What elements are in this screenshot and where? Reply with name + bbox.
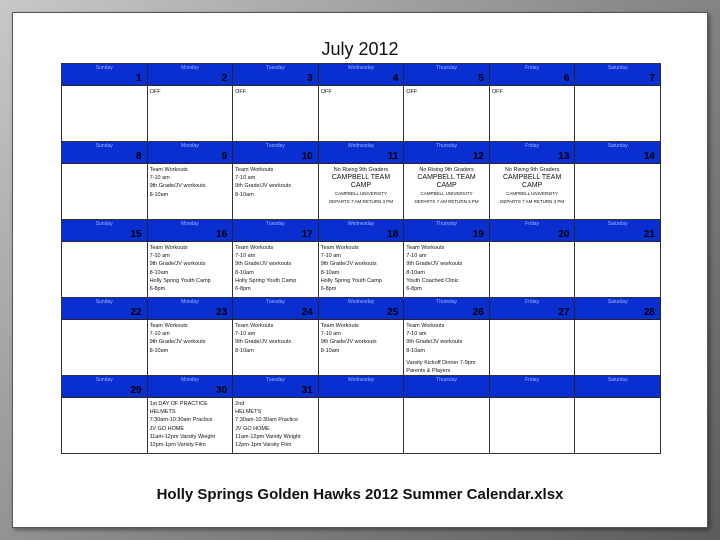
event-text: Team Workouts xyxy=(149,323,188,329)
event-text: OFF xyxy=(320,89,332,95)
day-cell xyxy=(404,242,490,298)
day-header xyxy=(575,376,661,398)
event-text: OFF xyxy=(406,89,418,95)
event-text: 6-8pm xyxy=(320,286,337,293)
event-text: CAMPBELL TEAM xyxy=(502,174,562,182)
date-number: 1 xyxy=(136,73,142,84)
event-text: 9th Grade/JV workouts xyxy=(149,261,206,268)
weekday-label: Monday xyxy=(180,143,199,149)
date-number: 10 xyxy=(301,151,313,162)
event-text: 1st DAY OF PRACTICE xyxy=(149,401,208,407)
event-text: CAMPBELL UNIVERSITY xyxy=(420,191,473,197)
event-text: Team Workouts xyxy=(320,323,359,329)
date-number: 18 xyxy=(387,229,399,240)
weekday-label: Friday xyxy=(525,65,540,71)
weekday-label: Wednesday xyxy=(347,221,375,227)
event-text: OFF xyxy=(491,89,503,95)
day-cell xyxy=(404,320,490,376)
day-header xyxy=(490,376,576,398)
week-body-row xyxy=(62,320,661,376)
date-number: 9 xyxy=(221,151,228,162)
day-cell xyxy=(404,164,490,220)
day-header xyxy=(319,220,405,242)
date-number: 5 xyxy=(478,73,484,84)
date-number: 15 xyxy=(130,229,142,240)
event-text: 12pm-1pm Varsity Film xyxy=(149,442,206,449)
weekday-label: Sunday xyxy=(95,377,113,383)
event-text: Holly Spring Youth Camp xyxy=(235,277,297,284)
event-text: 6-8pm xyxy=(406,286,422,293)
event-text: CAMPBELL UNIVERSITY xyxy=(334,191,388,197)
day-header xyxy=(148,376,234,398)
day-header xyxy=(148,142,234,164)
weekday-label: Friday xyxy=(525,377,540,383)
weekday-label: Sunday xyxy=(95,143,113,149)
week-body-row xyxy=(62,398,661,454)
event-text: Holly Spring Youth Camp xyxy=(149,277,211,284)
day-header xyxy=(404,142,490,164)
event-text: CAMP xyxy=(436,182,457,190)
event-text: 9th Grade/JV workouts xyxy=(149,183,206,190)
event-text: CAMPBELL TEAM xyxy=(331,174,391,182)
date-number: 27 xyxy=(558,307,570,318)
week-header-row xyxy=(62,298,661,320)
event-text: OFF xyxy=(149,89,161,95)
day-cell xyxy=(319,398,405,454)
event-text: 9th Grade/JV workouts xyxy=(149,339,206,346)
day-cell xyxy=(148,242,234,298)
day-cell xyxy=(233,320,319,376)
calendar-week xyxy=(62,64,661,142)
calendar-week xyxy=(62,298,661,376)
week-body-row xyxy=(62,242,661,298)
event-text: Varsity Kickoff Dinner 7-9pm xyxy=(406,359,476,366)
day-cell xyxy=(404,398,490,454)
date-number: 4 xyxy=(392,73,399,84)
weekday-label: Tuesday xyxy=(265,299,285,305)
calendar-week xyxy=(62,142,661,220)
day-cell xyxy=(148,320,234,376)
weekday-label: Wednesday xyxy=(347,299,375,305)
event-text: 7:30am-10:30am Practice xyxy=(235,417,299,424)
event-text: 8-10am xyxy=(149,269,169,276)
day-header xyxy=(404,64,490,86)
day-header xyxy=(490,142,576,164)
event-text: 8-10am xyxy=(149,347,169,354)
day-header xyxy=(490,298,576,320)
event-text: 6-8pm xyxy=(235,286,251,293)
event-text: CAMPBELL TEAM xyxy=(417,174,476,182)
week-header-row xyxy=(62,376,661,398)
event-text: JV GO HOME xyxy=(149,425,185,432)
day-header xyxy=(575,64,661,86)
event-text: DEPARTS 7 AM RETURN 3 PM xyxy=(328,199,394,205)
event-text: CAMPBELL UNIVERSITY xyxy=(506,191,559,197)
weekday-label: Monday xyxy=(180,377,199,383)
weekday-label: Saturday xyxy=(607,143,628,149)
day-cell xyxy=(575,242,661,298)
day-cell xyxy=(319,242,405,298)
calendar-week xyxy=(62,376,661,454)
date-number: 17 xyxy=(301,229,313,240)
date-number: 14 xyxy=(643,151,655,162)
weekday-label: Sunday xyxy=(95,299,113,305)
day-header xyxy=(404,376,490,398)
calendar-title: July 2012 xyxy=(321,39,399,59)
weekday-label: Wednesday xyxy=(347,65,375,71)
weekday-label: Tuesday xyxy=(265,377,285,383)
week-header-row xyxy=(62,142,661,164)
day-cell xyxy=(62,86,148,142)
day-header xyxy=(490,220,576,242)
calendar-page xyxy=(12,12,708,528)
event-text: Team Workouts xyxy=(235,167,274,173)
event-text: 2nd xyxy=(235,401,245,407)
day-header xyxy=(319,64,405,86)
weekday-label: Monday xyxy=(180,299,199,305)
week-body-row xyxy=(62,86,661,142)
day-header xyxy=(575,142,661,164)
event-text: 8-10am xyxy=(406,347,425,354)
day-cell xyxy=(319,164,405,220)
weekday-label: Wednesday xyxy=(347,143,375,149)
week-header-row xyxy=(62,220,661,242)
date-number: 23 xyxy=(216,307,228,318)
event-text: Team Workouts xyxy=(406,245,445,251)
day-cell xyxy=(319,86,405,142)
event-text: 9th Grade/JV workouts xyxy=(406,261,463,268)
event-text: 9th Grade/JV workouts xyxy=(406,339,463,346)
week-header-row xyxy=(62,64,661,86)
weekday-label: Thursday xyxy=(436,143,457,149)
day-header xyxy=(575,220,661,242)
day-header xyxy=(319,376,405,398)
event-text: 8-10am xyxy=(320,347,340,354)
day-header xyxy=(148,64,234,86)
day-cell xyxy=(575,86,661,142)
event-text: 11am-12pm Varsity Weight xyxy=(235,433,301,440)
calendar-week xyxy=(62,220,661,298)
event-text: DEPARTS 7 AM RETURN 3 PM xyxy=(500,199,565,205)
date-number: 16 xyxy=(216,229,228,240)
event-text: Team Workouts xyxy=(149,167,188,173)
day-cell xyxy=(233,398,319,454)
event-text: 8-10am xyxy=(235,191,254,198)
day-header xyxy=(233,220,319,242)
date-number: 19 xyxy=(472,229,484,240)
event-text: 9th Grade/JV workouts xyxy=(320,261,377,268)
day-header xyxy=(233,64,319,86)
event-text: 7-10 am xyxy=(235,253,256,260)
day-header xyxy=(62,298,148,320)
event-text: OFF xyxy=(235,89,247,95)
day-cell xyxy=(490,398,576,454)
date-number: 21 xyxy=(643,229,655,240)
weekday-label: Tuesday xyxy=(265,143,285,149)
day-header xyxy=(62,64,148,86)
day-header xyxy=(148,298,234,320)
date-number: 11 xyxy=(387,151,399,162)
day-cell xyxy=(575,398,661,454)
date-number: 28 xyxy=(643,307,655,318)
event-text: Parents & Players xyxy=(406,368,451,375)
date-number: 2 xyxy=(221,73,228,84)
day-cell xyxy=(62,164,148,220)
event-text: 7-10 am xyxy=(149,175,170,182)
weekday-label: Monday xyxy=(180,65,199,71)
event-text: Team Workouts xyxy=(149,245,188,251)
event-text: HELMETS xyxy=(235,409,262,416)
event-text: 7-10 am xyxy=(406,331,427,338)
day-header xyxy=(233,298,319,320)
weekday-label: Friday xyxy=(525,299,540,305)
day-cell xyxy=(233,86,319,142)
document-filename: Holly Springs Golden Hawks 2012 Summer Calendar.xlsx xyxy=(156,486,564,503)
event-text: No Rising 9th Graders xyxy=(419,167,474,173)
event-text: 8-10am xyxy=(320,269,340,276)
event-text: 7-10 am xyxy=(149,331,170,338)
event-text: Team Workouts xyxy=(235,245,274,251)
date-number: 22 xyxy=(130,307,142,318)
weekday-label: Saturday xyxy=(607,65,628,71)
event-text: 7-10 am xyxy=(320,331,341,338)
event-text: 7-10 am xyxy=(406,253,427,260)
day-cell xyxy=(233,164,319,220)
day-cell xyxy=(62,242,148,298)
date-number: 13 xyxy=(558,151,570,162)
day-header xyxy=(148,220,234,242)
day-cell xyxy=(148,86,234,142)
event-text: 7-10 am xyxy=(320,253,341,260)
date-number: 26 xyxy=(472,307,484,318)
day-cell xyxy=(575,164,661,220)
weekday-label: Friday xyxy=(525,221,540,227)
day-header xyxy=(319,298,405,320)
day-cell xyxy=(490,320,576,376)
calendar-grid xyxy=(61,63,661,454)
weekday-label: Thursday xyxy=(436,221,457,227)
weekday-label: Saturday xyxy=(607,377,628,383)
date-number: 12 xyxy=(472,151,484,162)
day-header xyxy=(404,220,490,242)
day-header xyxy=(575,298,661,320)
event-text: CAMP xyxy=(522,182,543,190)
event-text: 9th Grade/JV workouts xyxy=(320,339,377,346)
date-number: 25 xyxy=(387,307,399,318)
date-number: 6 xyxy=(563,73,570,84)
event-text: 8-10am xyxy=(149,191,169,198)
weekday-label: Wednesday xyxy=(347,377,375,383)
day-header xyxy=(62,142,148,164)
weekday-label: Thursday xyxy=(436,299,457,305)
weekday-label: Sunday xyxy=(95,221,113,227)
day-cell xyxy=(148,398,234,454)
day-header xyxy=(233,376,319,398)
date-number: 29 xyxy=(130,385,142,396)
event-text: 9th Grade/JV workouts xyxy=(235,183,292,190)
event-text: 8-10am xyxy=(235,269,254,276)
event-text: CAMP xyxy=(350,182,372,190)
date-number: 8 xyxy=(136,151,142,162)
event-text: Youth Coached Clinic xyxy=(406,277,459,284)
day-header xyxy=(62,376,148,398)
day-cell xyxy=(404,86,490,142)
day-header xyxy=(233,142,319,164)
event-text: No Rising 9th Graders xyxy=(504,167,560,173)
weekday-label: Monday xyxy=(180,221,199,227)
date-number: 30 xyxy=(216,385,228,396)
event-text: 6-8pm xyxy=(149,286,166,293)
event-text: 7-10 am xyxy=(149,253,170,260)
event-text: 12pm-1pm Varsity Film xyxy=(235,442,292,449)
event-text: 7:30am-10:30am Practice xyxy=(149,417,213,424)
weekday-label: Thursday xyxy=(436,377,457,383)
day-header xyxy=(490,64,576,86)
day-cell xyxy=(319,320,405,376)
event-text: JV GO HOME xyxy=(235,425,270,432)
day-cell xyxy=(490,242,576,298)
day-header xyxy=(319,142,405,164)
weekday-label: Thursday xyxy=(436,65,457,71)
weekday-label: Tuesday xyxy=(265,65,285,71)
day-cell xyxy=(233,242,319,298)
weekday-label: Sunday xyxy=(95,65,113,71)
event-text: Team Workouts xyxy=(235,323,274,329)
weekday-label: Saturday xyxy=(607,221,628,227)
day-cell xyxy=(575,320,661,376)
date-number: 7 xyxy=(649,73,655,84)
day-cell xyxy=(490,164,576,220)
day-cell xyxy=(148,164,234,220)
event-text: 8-10am xyxy=(235,347,254,354)
event-text: 8-10am xyxy=(406,269,425,276)
day-header xyxy=(62,220,148,242)
week-body-row xyxy=(62,164,661,220)
date-number: 31 xyxy=(301,385,313,396)
weekday-label: Tuesday xyxy=(265,221,285,227)
event-text: Team Workouts xyxy=(320,245,359,251)
day-cell xyxy=(62,398,148,454)
day-cell xyxy=(490,86,576,142)
event-text: 9th Grade/JV workouts xyxy=(235,339,292,346)
date-number: 20 xyxy=(558,229,570,240)
event-text: DEPARTS 7 AM RETURN 3 PM xyxy=(414,199,479,205)
event-text: HELMETS xyxy=(149,409,176,416)
event-text: Holly Spring Youth Camp xyxy=(320,277,382,284)
event-text: 7-10 am xyxy=(235,331,256,338)
event-text: 7-10 am xyxy=(235,175,256,182)
date-number: 3 xyxy=(307,73,313,84)
event-text: No Rising 9th Graders xyxy=(333,167,389,173)
day-cell xyxy=(62,320,148,376)
weekday-label: Friday xyxy=(525,143,540,149)
day-header xyxy=(404,298,490,320)
weekday-label: Saturday xyxy=(607,299,628,305)
event-text: 9th Grade/JV workouts xyxy=(235,261,292,268)
event-text: 11am-12pm Varsity Weight xyxy=(149,433,215,440)
event-text: Team Workouts xyxy=(406,323,445,329)
date-number: 24 xyxy=(301,307,313,318)
